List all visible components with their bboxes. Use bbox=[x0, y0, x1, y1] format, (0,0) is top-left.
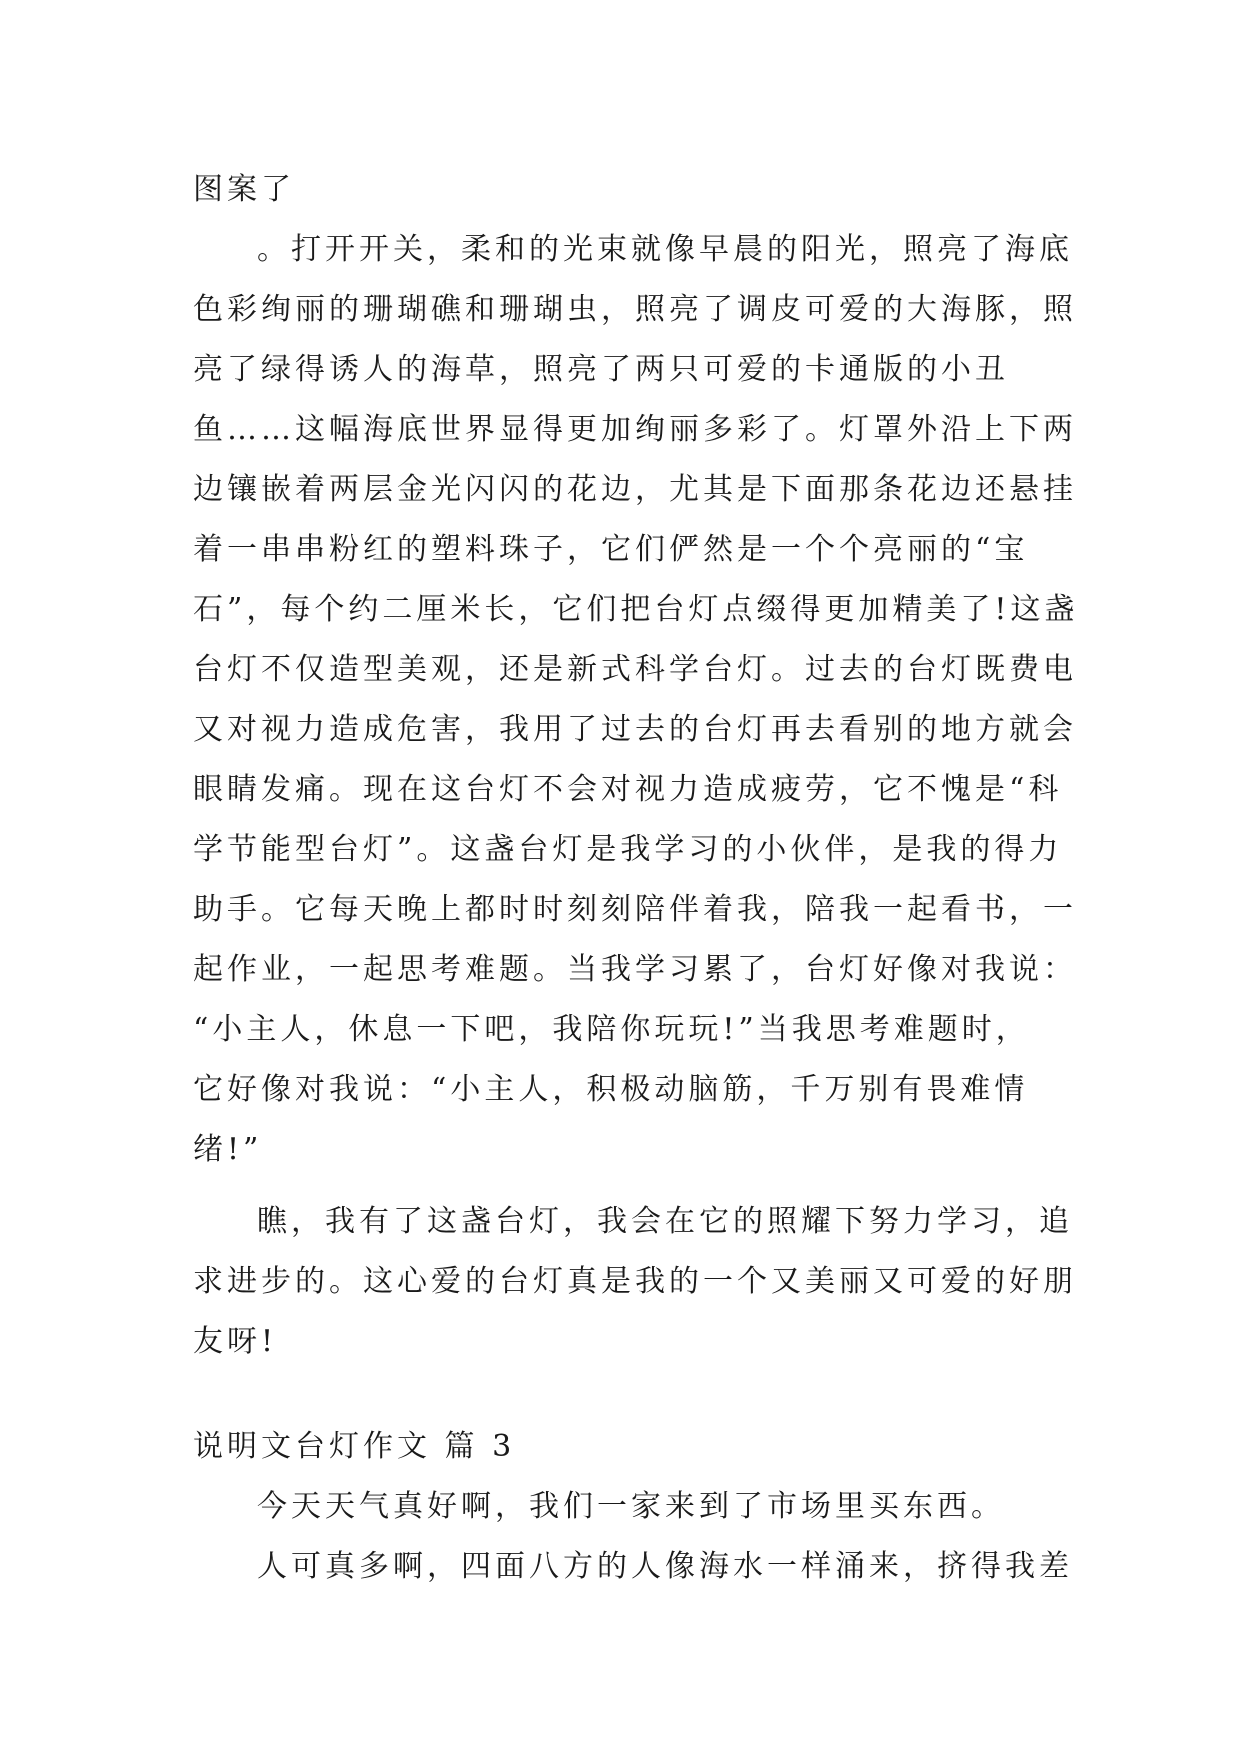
text-line: 石”，每个约二厘米长，它们把台灯点缀得更加精美了!这盏 bbox=[193, 592, 1079, 627]
text-line: 色彩绚丽的珊瑚礁和珊瑚虫，照亮了调皮可爱的大海豚，照 bbox=[193, 292, 1077, 327]
paragraph-continued bbox=[193, 160, 1079, 1180]
text-line: 绪!” bbox=[193, 1132, 263, 1167]
text-line: 友呀! bbox=[193, 1324, 278, 1359]
text-line: 。打开开关，柔和的光束就像早晨的阳光，照亮了海底 bbox=[257, 232, 1073, 267]
text-line: “小主人，休息一下吧，我陪你玩玩!”当我思考难题时， bbox=[193, 1012, 1030, 1047]
text-line: 起作业，一起思考难题。当我学习累了，台灯好像对我说： bbox=[193, 952, 1077, 987]
text-line: 眼睛发痛。现在这台灯不会对视力造成疲劳，它不愧是“科 bbox=[193, 772, 1063, 807]
paragraph-conclusion bbox=[193, 1192, 1077, 1372]
paragraph-spacer bbox=[193, 1180, 1053, 1192]
text-line: 又对视力造成危害，我用了过去的台灯再去看别的地方就会 bbox=[193, 712, 1077, 747]
section-spacer bbox=[193, 1372, 1053, 1417]
text-line: 学节能型台灯”。这盏台灯是我学习的小伙伴，是我的得力 bbox=[193, 832, 1063, 867]
text-line: 瞧，我有了这盏台灯，我会在它的照耀下努力学习，追 bbox=[257, 1204, 1073, 1239]
text-line: 台灯不仅造型美观，还是新式科学台灯。过去的台灯既费电 bbox=[193, 652, 1077, 687]
text-line: 助手。它每天晚上都时时刻刻陪伴着我，陪我一起看书，一 bbox=[193, 892, 1077, 927]
paragraph-crowd bbox=[193, 1537, 1073, 1597]
text-line: 人可真多啊，四面八方的人像海水一样涌来，挤得我差 bbox=[257, 1549, 1073, 1584]
text-line: 着一串串粉红的塑料珠子，它们俨然是一个个亮丽的“宝 bbox=[193, 532, 1029, 567]
text-line: 今天天气真好啊，我们一家来到了市场里买东西。 bbox=[257, 1489, 1005, 1524]
text-line: 边镶嵌着两层金光闪闪的花边，尤其是下面那条花边还悬挂 bbox=[193, 472, 1077, 507]
section-title: 说明文台灯作文 篇 3 bbox=[193, 1429, 516, 1464]
text-line: 图案了 bbox=[193, 172, 295, 207]
text-line: 鱼……这幅海底世界显得更加绚丽多彩了。灯罩外沿上下两 bbox=[193, 412, 1077, 447]
document-body bbox=[193, 160, 1079, 1597]
text-line: 亮了绿得诱人的海草，照亮了两只可爱的卡通版的小丑 bbox=[193, 352, 1009, 387]
text-line: 求进步的。这心爱的台灯真是我的一个又美丽又可爱的好朋 bbox=[193, 1264, 1077, 1299]
paragraph-intro bbox=[193, 1477, 1053, 1537]
text-line: 它好像对我说：“小主人，积极动脑筋，千万别有畏难情 bbox=[193, 1072, 1029, 1107]
